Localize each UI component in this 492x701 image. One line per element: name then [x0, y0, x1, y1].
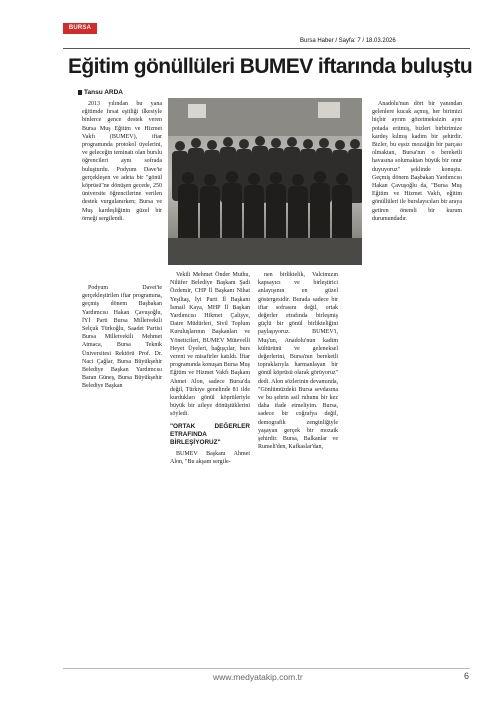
- article-author: Tansu ARDA: [84, 89, 123, 96]
- article-column-3: [258, 271, 338, 451]
- article-column-1: [82, 100, 162, 223]
- paragraph: 2013 yılından bu yana eğitimde fırsat eşitliği ilkesiyle binlerce gence destek veren Bursa Muş Eğitim ve Hizmet Vakfı (BUMEV), iftar programında protokol üyelerini, ve geleceğin teminatı olan burslu öğrencileri aynı sofrada buluşturdu. Podyum Dave'te gerçekleşen ve adeta bir "gönül köprüsü"ne dönüşen gecede, 250 üniversite öğrencilerine verilen destek vurgulanırken; Bursa ve Muş kardeşliğinin güzel bir örneği sergilendi.: [82, 101, 162, 222]
- footer-url: www.medyatakip.com.tr: [213, 672, 303, 682]
- article-column-2: [170, 271, 250, 466]
- paragraph: BUMEV Başkanı Ahmet Alon, "Bu akşam sergile-: [170, 450, 250, 465]
- top-divider: [63, 48, 470, 49]
- article-subheading: "ORTAK DEĞERLER ETRAFINDA BİRLEŞİYORUZ": [170, 422, 250, 446]
- newspaper-logo: BURSA HABER: [63, 23, 97, 34]
- article-headline: Eğitim gönüllüleri BUMEV iftarında buluştu: [68, 55, 473, 78]
- article-column-1-continued: [82, 284, 162, 391]
- paragraph: Podyum Davet'te gerçekleştirilen iftar programına, geçmiş dönem Başbakan Yardımcısı Hakan Çavuşoğlu, İYİ Parti Bursa Milletvekili Selçuk Türkoğlu, Saadet Partisi Bursa Milletvekili Mehmet Atmaca, Bursa Teknik Üniversitesi Rektörü Prof. Dr. Naci Çağlar, Bursa Büyükşehir Belediye Başkan Yardımcısı Baran Güneş, Bursa Büyükşehir Belediye Başkan: [82, 285, 162, 390]
- paragraph: Vekili Mehmet Önder Muthu, Nilüfer Belediye Başkanı Şadi Özdemir, CHP İl Başkanı Nihat Yeşiltaş, İyi Parti İl Başkanı İsmail Kaya, MHP İl Başkan Yardımcısı Hikmet Çalişye, Daire Müdürleri, Sivil Toplum Kuruluşlarının Başkanları ve Yöneticileri, BUMEV Mütevelli Heyet Üyeleri, bağışçılar, burs vereni ve misafirler katıldı. İftar programında konuşan Bursa Muş Eğitim ve Hizmet Vakfı Başkanı Ahmet Alon, sadece Bursa'da değil, Türkiye genelinde 81 ilde kurdukları gönül köprüleriyle büyük bir aileye dönüştüklerini söyledi.: [170, 272, 250, 418]
- group-photo-image: [168, 98, 362, 265]
- paragraph: Anadolu'nun dört bir yanından gelenlere kucak açmış, her birimizi hiçbir ayrım gözetmeksizin aynı potada eritmiş, bizleri birbirimize kardeş kılmış kadim bir şehirdir. Bizler, bu eşsiz mozaiğin bir parçası olmaktan, Bursa'nın o bereketli havasına solumaktan büyük bir onur duyuyoruz" şeklinde konuştu. Geçmiş dönem Başbakan Yardımcısı Hakan Çavuşoğlu da, "Bursa Muş Eğitim ve Hizmet Vakfı, eğitim gönüllüleri ile burslayıcıları bir araya getiren önemli bir kurum durumundadır.: [372, 101, 462, 222]
- page-number: 6: [464, 671, 470, 681]
- paragraph: nen birliktelik, Valcimızın kapsayıcı ve birleştirici anlayışının en güzel göstergesidir. Burada sadece bir iftar sofrasını değil, ortak değerler etrafında birleşmiş güçlü bir gönül birlikteliğini paylaşıyoruz. BUMEV'i, Muş'un, Anadolu'nun kadim kültürünü ve geleneksel değerlerini, Bursa'nın bereketli topraklarıyla harmanlayan bir gönül köprüsü olarak görüyoruz" dedi. Alon sözlerinin devamında, "Gönlümüzdeki Bursa sevdasına ve bu şehrin asil ruhunu bir kez daha ifade etmeliyim. Bursa, sadece bir coğrafya değil, demografik zenginliğiyle yaşayan gerçek bir mozaik şehirdir. Bursa, Balkanlar ve Rumeli'den, Kafkaslar'dan,: [258, 272, 338, 451]
- author-marker-icon: [78, 90, 82, 95]
- issue-info: Bursa Haber / Sayfa: 7 / 18.03.2026: [300, 38, 396, 44]
- article-column-4: [372, 100, 462, 223]
- footer-divider: [63, 668, 470, 669]
- event-photo: [168, 98, 362, 265]
